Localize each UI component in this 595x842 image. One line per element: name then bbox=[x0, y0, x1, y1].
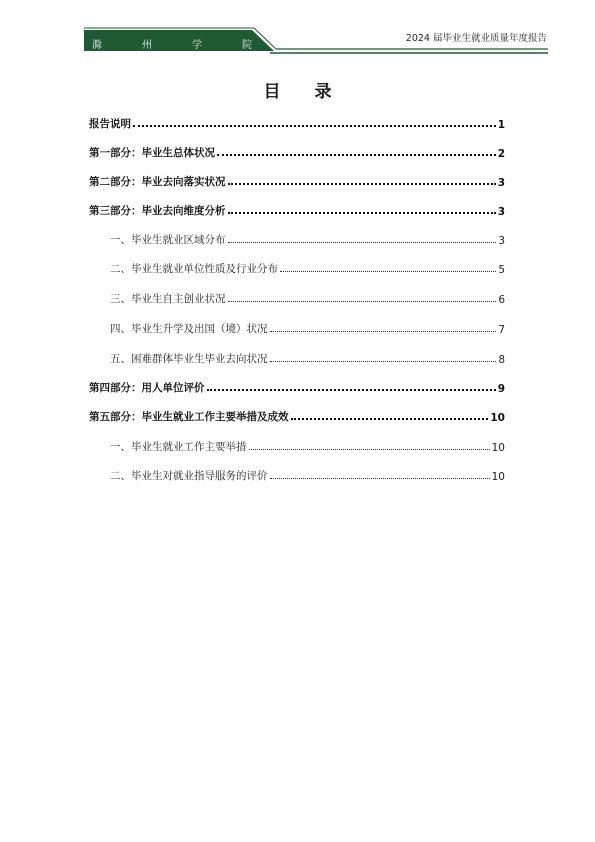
school-name bbox=[84, 35, 264, 51]
toc-entry[interactable] bbox=[89, 348, 505, 366]
toc-entry[interactable] bbox=[89, 436, 505, 454]
toc-entry-page: 10 bbox=[490, 412, 505, 424]
toc-entry[interactable] bbox=[89, 229, 505, 247]
toc-leader-dots bbox=[133, 125, 496, 127]
toc-entry-title: 报告说明 bbox=[89, 118, 131, 130]
toc-entry[interactable] bbox=[89, 318, 505, 336]
toc-leader-dots bbox=[228, 301, 497, 302]
page-header bbox=[0, 0, 595, 60]
toc-leader-dots bbox=[270, 331, 497, 332]
toc-entry-title: 三、毕业生自主创业状况 bbox=[110, 293, 226, 305]
toc-entry-title: 一、毕业生就业工作主要举措 bbox=[110, 441, 247, 453]
toc-entry[interactable] bbox=[89, 465, 505, 483]
toc-entry-title: 五、困难群体毕业生毕业去向状况 bbox=[110, 353, 268, 365]
toc-entry[interactable] bbox=[89, 377, 505, 395]
school-char: 州 bbox=[142, 39, 152, 51]
toc-entry-title: 第四部分：用人单位评价 bbox=[89, 382, 205, 394]
toc-entry-page: 3 bbox=[497, 206, 505, 218]
toc-entry-title: 一、毕业生就业区域分布 bbox=[110, 234, 226, 246]
toc-entry-page: 5 bbox=[498, 264, 505, 276]
toc-leader-dots bbox=[291, 418, 489, 420]
toc-entry[interactable] bbox=[89, 406, 505, 424]
toc-entry[interactable] bbox=[89, 258, 505, 276]
toc-entry[interactable] bbox=[89, 171, 505, 189]
toc-entry[interactable] bbox=[89, 142, 505, 160]
toc-entry-page: 3 bbox=[497, 177, 505, 189]
toc-entry-page: 2 bbox=[497, 148, 505, 160]
toc-leader-dots bbox=[270, 361, 497, 362]
toc-entry-page: 6 bbox=[498, 294, 505, 306]
toc-entry-page: 8 bbox=[498, 354, 505, 366]
report-title: 2024 届毕业生就业质量年度报告 bbox=[405, 33, 547, 44]
toc-entry-title: 第二部分：毕业去向落实状况 bbox=[89, 176, 226, 188]
school-char: 院 bbox=[242, 39, 252, 51]
toc-leader-dots bbox=[228, 212, 496, 214]
toc-entry[interactable] bbox=[89, 288, 505, 306]
toc-leader-dots bbox=[228, 183, 496, 185]
toc-entry[interactable] bbox=[89, 200, 505, 218]
toc-entry-title: 第五部分：毕业生就业工作主要举措及成效 bbox=[89, 411, 289, 423]
toc-entry-title: 四、毕业生升学及出国（境）状况 bbox=[110, 323, 268, 335]
toc-entry-page: 9 bbox=[497, 383, 505, 395]
school-char: 学 bbox=[192, 39, 202, 51]
toc-entry-title: 二、毕业生对就业指导服务的评价 bbox=[110, 470, 268, 482]
toc-leader-dots bbox=[217, 154, 496, 156]
toc-leader-dots bbox=[228, 242, 497, 243]
toc-leader-dots bbox=[207, 389, 496, 391]
school-char: 滁 bbox=[92, 39, 102, 51]
toc-entry-page: 3 bbox=[498, 235, 505, 247]
toc-entry-page: 10 bbox=[491, 442, 505, 454]
toc-entry-page: 1 bbox=[497, 119, 505, 131]
toc-entry-title: 二、毕业生就业单位性质及行业分布 bbox=[110, 263, 278, 275]
toc-entry-title: 第一部分：毕业生总体状况 bbox=[89, 147, 215, 159]
toc-leader-dots bbox=[280, 271, 496, 272]
toc-leader-dots bbox=[249, 449, 490, 450]
toc-heading: 目 录 bbox=[263, 82, 346, 102]
toc-entry-page: 7 bbox=[498, 324, 505, 336]
toc-entry[interactable] bbox=[89, 113, 505, 131]
toc-entry-page: 10 bbox=[491, 471, 505, 483]
toc-entry-title: 第三部分：毕业去向维度分析 bbox=[89, 205, 226, 217]
toc-leader-dots bbox=[270, 478, 490, 479]
